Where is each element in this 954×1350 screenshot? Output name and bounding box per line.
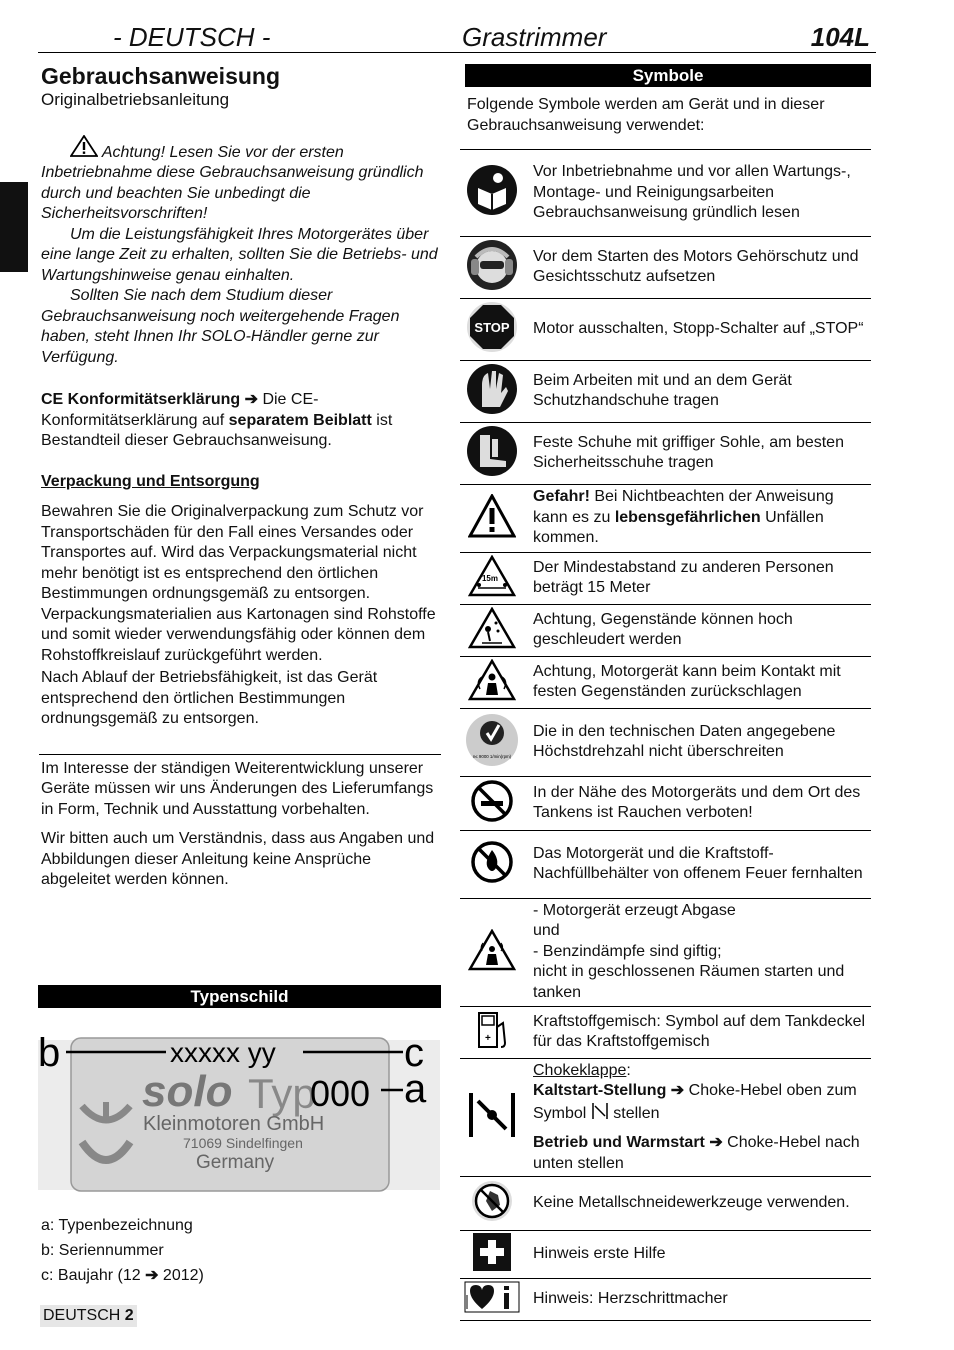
symbol-text: Vor dem Starten des Motors Gehörschutz und Gesichtsschutz aufsetzen xyxy=(524,236,871,298)
type-plate-illustration xyxy=(38,1030,440,1200)
choke-small-icon xyxy=(591,1102,609,1120)
header-model: 104L xyxy=(810,22,870,52)
cold-start-text-end: stellen xyxy=(608,1104,660,1122)
symbol-text: Achtung, Gegenstände können hoch geschleudert werden xyxy=(524,604,871,656)
gloves-icon xyxy=(466,363,518,415)
symbol-text: Kraftstoffgemisch: Symbol auf dem Tankdeckel für das Kraftstoffgemisch xyxy=(524,1006,871,1058)
typenschild-heading: Typenschild xyxy=(38,985,441,1008)
symbol-row xyxy=(460,1279,871,1321)
symbol-row xyxy=(460,150,871,236)
maintenance-text: Um die Leistungsfähigkeit Ihres Motorgerätes über eine lange Zeit zu erhalten, sollten Sie die Betriebs- und Wartungshinweise genau einhalten. xyxy=(41,225,438,284)
symbols-table xyxy=(460,150,871,1321)
symbol-row xyxy=(460,360,871,422)
dealer-text: Sollten Sie nach dem Studium dieser Gebrauchsanweisung noch weitergehende Fragen haben, steht Ihnen Ihr SOLO-Händler gerne zur Verfügung. xyxy=(41,287,400,366)
warm-start-label: Betrieb und Warmstart xyxy=(533,1134,705,1151)
ce-text-2: ist Bestandteil dieser Gebrauchsanweisung. xyxy=(41,411,393,449)
svg-text:+: + xyxy=(485,1032,491,1044)
maintenance-paragraph xyxy=(41,225,441,287)
symbole-heading: Symbole xyxy=(465,64,871,87)
footer-language: DEUTSCH xyxy=(43,1307,121,1324)
warning-text: Lesen Sie vor der ersten Inbetriebnahme diese Gebrauchsanweisung gründlich durch und beachten Sie unbedingt die Sicherheitsvorschriften! xyxy=(41,143,424,222)
warning-triangle-icon xyxy=(70,135,98,157)
choke-colon: : xyxy=(626,1061,631,1079)
first-aid-icon xyxy=(473,1233,511,1271)
symbol-row xyxy=(460,656,871,708)
safety-boots-icon xyxy=(466,425,518,477)
dealer-paragraph xyxy=(41,286,441,368)
symbol-row xyxy=(460,422,871,484)
ear-eye-protection-icon xyxy=(466,239,518,291)
development-paragraph-1: Im Interesse der ständigen Weiterentwicklung unserer Geräte müssen wir uns Änderungen des Lieferumfangs in Form, Technik und Ausstattung vorbehalten. xyxy=(41,759,434,818)
exhaust-line-4: nicht in geschlossenen Räumen starten und tanken xyxy=(533,963,845,1001)
no-metal-blades-icon xyxy=(470,1179,514,1223)
left-column xyxy=(41,62,441,891)
exhaust-text xyxy=(524,898,871,1006)
cold-start-text: Choke-Hebel oben zum Symbol xyxy=(533,1082,857,1122)
max-speed-icon xyxy=(465,713,519,767)
symbol-text: Hinweis erste Hilfe xyxy=(524,1231,871,1279)
symbol-row xyxy=(460,604,871,656)
arrow-right-icon: ➔ xyxy=(670,1082,685,1099)
symbol-row xyxy=(460,552,871,604)
plate-label-c: c xyxy=(404,1031,424,1075)
danger-lead: Gefahr! xyxy=(533,488,590,506)
plate-label-a: a xyxy=(404,1067,427,1111)
arrow-right-icon: ➔ xyxy=(709,1134,723,1151)
page-footer xyxy=(40,1305,137,1327)
type-plate-graphic xyxy=(38,1030,440,1200)
arrow-right-icon: ➔ xyxy=(244,391,258,408)
max-speed-label: n≤ 9000 1/min(rpm) xyxy=(472,753,512,759)
symbol-text: Motor ausschalten, Stopp-Schalter auf „STOP“ xyxy=(524,298,871,360)
danger-text-1: Bei Nichtbeachten der Anweisung kann es zu xyxy=(533,488,834,526)
section-divider xyxy=(39,754,441,755)
symbol-row xyxy=(460,1231,871,1279)
distance-15m-icon xyxy=(468,555,516,597)
language-tab-marker xyxy=(0,182,28,272)
page-heading: Gebrauchsanweisung xyxy=(41,63,281,89)
symbol-row xyxy=(460,776,871,830)
read-manual-icon xyxy=(466,164,518,216)
legend-c-text-2: 2012) xyxy=(158,1267,204,1284)
choke-text xyxy=(524,1058,871,1177)
symbol-row xyxy=(460,898,871,1006)
danger-triangle-icon xyxy=(468,494,516,538)
ce-separate-sheet: separatem Beiblatt xyxy=(228,411,372,429)
packaging-paragraph-1: Bewahren Sie die Originalverpackung zum Schutz vor Transportschäden für den Fall eines Versandes oder Transportes auf. Wird das Verpackungsmaterial nicht mehr benötigt ist es entsprechend den örtlichen Bestimmungen ordnungsgemäß zu entsorgen. Verpackungsmaterialien aus Kartonagen sind Rohstoffe und somit wieder verwendungsfähig oder können dem Rohstoffkreislauf zurückgeführt werden. xyxy=(41,503,436,664)
exhaust-line-2: und xyxy=(533,922,560,940)
kickback-icon xyxy=(468,659,516,701)
packaging-heading: Verpackung und Entsorgung xyxy=(41,472,260,490)
symbol-text: Der Mindestabstand zu anderen Personen beträgt 15 Meter xyxy=(524,552,871,604)
symbol-row xyxy=(460,830,871,898)
exhaust-fumes-icon xyxy=(468,929,516,971)
cold-start-label: Kaltstart-Stellung xyxy=(533,1082,667,1099)
arrow-right-icon: ➔ xyxy=(145,1267,159,1284)
legend-a: a: Typenbezeichnung xyxy=(41,1217,193,1234)
choke-icon xyxy=(466,1089,518,1141)
stop-sign-label: STOP xyxy=(474,319,510,335)
exhaust-line-3: - Benzindämpfe sind giftig; xyxy=(533,942,722,960)
plate-city: 71069 Sindelfingen xyxy=(183,1135,303,1151)
flying-objects-icon xyxy=(468,607,516,649)
symbol-text: Achtung, Motorgerät kann beim Kontakt mit festen Gegenständen zurückschlagen xyxy=(524,656,871,708)
legend-c xyxy=(41,1263,204,1288)
ce-heading: CE Konformitätserklärung xyxy=(41,391,241,408)
plate-company: Kleinmotoren GmbH xyxy=(143,1113,325,1135)
symbol-text: Hinweis: Herzschrittmacher xyxy=(524,1279,871,1321)
page-subheading: Originalbetriebsanleitung xyxy=(41,90,230,109)
stop-sign-icon xyxy=(466,301,518,353)
page-header xyxy=(38,20,876,53)
exhaust-line-1: - Motorgerät erzeugt Abgase xyxy=(533,901,736,919)
symbol-text: Feste Schuhe mit griffiger Sohle, am besten Sicherheitsschuhe tragen xyxy=(524,422,871,484)
symbols-intro: Folgende Symbole werden am Gerät und in dieser Gebrauchsanweisung verwendet: xyxy=(467,96,825,134)
choke-heading: Chokeklappe xyxy=(533,1061,627,1079)
ce-text-1: Die CE-Konformitätserklärung auf xyxy=(41,391,319,429)
symbol-row xyxy=(460,1177,871,1231)
symbol-text: Beim Arbeiten mit und an dem Gerät Schutzhandschuhe tragen xyxy=(524,360,871,422)
legend-c-text-1: c: Baujahr (12 xyxy=(41,1267,146,1284)
symbol-row xyxy=(460,298,871,360)
symbol-text: Das Motorgerät und die Kraftstoff-Nachfüllbehälter von offenem Feuer fernhalten xyxy=(524,830,871,898)
distance-label: 15m xyxy=(481,573,499,583)
type-plate-legend xyxy=(41,1213,204,1288)
plate-typ-number: 000 xyxy=(310,1073,371,1114)
warning-lead: Achtung! xyxy=(101,143,166,161)
plate-country: Germany xyxy=(196,1152,275,1173)
header-title: Grastrimmer xyxy=(462,22,607,52)
pacemaker-icon xyxy=(464,1281,520,1313)
symbol-row xyxy=(460,236,871,298)
page-number: 2 xyxy=(124,1307,134,1324)
symbol-row xyxy=(460,1006,871,1058)
symbol-row xyxy=(460,708,871,776)
symbol-row xyxy=(460,1058,871,1177)
no-smoking-icon xyxy=(470,779,514,823)
no-open-fire-icon xyxy=(470,840,514,884)
packaging-paragraph-2: Nach Ablauf der Betriebsfähigkeit, ist das Gerät entsprechend den örtlichen Bestimmungen ordnungsgemäß zu entsorgen. xyxy=(41,669,378,727)
danger-life-threatening: lebensgefährlichen xyxy=(614,508,761,526)
right-column xyxy=(460,64,871,1321)
warm-start-text: Choke-Hebel nach unten stellen xyxy=(533,1134,860,1172)
symbol-text: Keine Metallschneidewerkzeuge verwenden. xyxy=(524,1177,871,1231)
plate-serial: xxxxx yy xyxy=(170,1037,276,1068)
warning-paragraph xyxy=(41,135,441,225)
symbol-text: Die in den technischen Daten angegebene Höchstdrehzahl nicht überschreiten xyxy=(524,708,871,776)
symbol-text: Vor Inbetriebnahme und vor allen Wartungs-, Montage- und Reinigungsarbeiten Gebrauchsanweisung gründlich lesen xyxy=(524,150,871,236)
plate-typ: Typ xyxy=(248,1070,316,1117)
header-language: - DEUTSCH - xyxy=(113,22,271,52)
legend-b: b: Seriennummer xyxy=(41,1242,164,1259)
plate-label-b: b xyxy=(38,1031,61,1075)
ce-paragraph xyxy=(41,390,441,452)
fuel-mixture-icon xyxy=(475,1009,509,1051)
symbol-row xyxy=(460,484,871,552)
symbol-text: In der Nähe des Motorgeräts und dem Ort des Tankens ist Rauchen verboten! xyxy=(524,776,871,830)
development-paragraph-2: Wir bitten auch um Verständnis, dass aus Angaben und Abbildungen dieser Anleitung keine Ansprüche abgeleitet werden können. xyxy=(41,830,435,888)
danger-text-2: Unfällen kommen. xyxy=(533,508,824,547)
plate-brand: solo xyxy=(142,1067,233,1116)
